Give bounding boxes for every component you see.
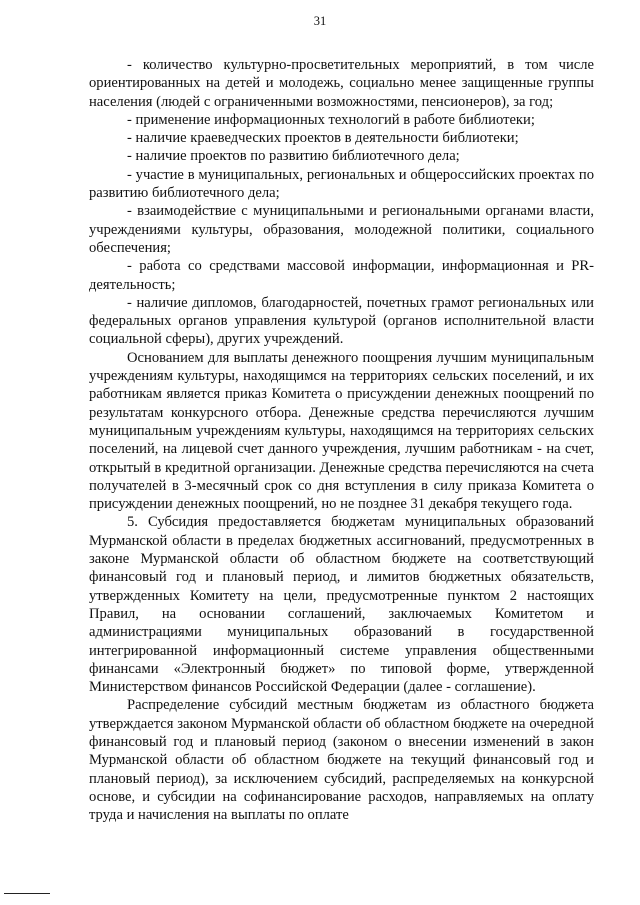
page-number: 31 [313,14,327,28]
criterion-local-history-projects: - наличие краеведческих проектов в деятельности библиотеки; [127,130,519,147]
criterion-cultural-events: - количество культурно-просветительных мероприятий, в том числе ориентированных на детей и молодежь, социально менее защищенные группы населения (людей с ограниченными возможностями, пенсионеров), за год; [89,57,594,110]
clause-5-paragraph: 5. Субсидия предоставляется бюджетам муниципальных образований Мурманской области в пределах бюджетных ассигнований, предусмотренных в законе Мурманской области об областном бюджете на соответствующий финансовый год и плановый период, и лимитов бюджетных обязательств, утвержденных Комитету на цели, предусмотренные пунктом 2 настоящих Правил, на основании соглашений, заключаемых Комитетом и администрациями муниципальных образований в государственной интегрированной информационный системе управления общественными финансами «Электронный бюджет» по типовой форме, утвержденной Министерством финансов Российской Федерации (далее - соглашение). [89,514,594,696]
document-body [89,56,594,824]
payment-basis-paragraph: Основанием для выплаты денежного поощрения лучшим муниципальным учреждениям культуры, находящимся на территориях сельских поселений, и их работникам является приказ Комитета о присуждении денежных поощрений по результатам конкурсного отбора. Денежные средства перечисляются лучшим муниципальным учреждениям культуры, находящимся на территориях сельских поселений, на лицевой счет данного учреждения, лучшим работникам - на счет, открытый в кредитной организации. Денежные средства перечисляются на счета получателей в 3-месячный срок со дня вступления в силу приказа Комитета о присуждении денежных поощрений, но не позднее 31 декабря текущего года. [89,349,594,513]
footer-rule [4,893,50,894]
criterion-information-technology: - применение информационных технологий в работе библиотеки; [127,111,535,128]
subsidy-distribution-paragraph: Распределение субсидий местным бюджетам из областного бюджета утверждается законом Мурманской области об областном бюджете на очередной финансовый год и плановый период (законом о внесении изменений в закон Мурманской области об областном бюджете на текущий финансовый год и плановый период), за исключением субсидий, распределяемых на конкурсной основе, и субсидии на софинансирование расходов, направляемых на оплату труда и начисления на выплаты по оплате [89,697,594,824]
criterion-diplomas-and-awards: - наличие дипломов, благодарностей, почетных грамот региональных или федеральных органов управления культурой (органов исполнительной власти социальной сферы), других учреждений. [89,294,594,348]
criterion-interaction-with-authorities: - взаимодействие с муниципальными и региональными органами власти, учреждениями культуры, образования, молодежной политики, социального обеспечения; [89,203,594,256]
criterion-library-development-projects: - наличие проектов по развитию библиотечного дела; [127,148,460,165]
criterion-media-and-pr: - работа со средствами массовой информации, информационная и PR-деятельность; [89,258,594,293]
criterion-project-participation: - участие в муниципальных, региональных и общероссийских проектах по развитию библиотечного дела; [89,166,594,202]
